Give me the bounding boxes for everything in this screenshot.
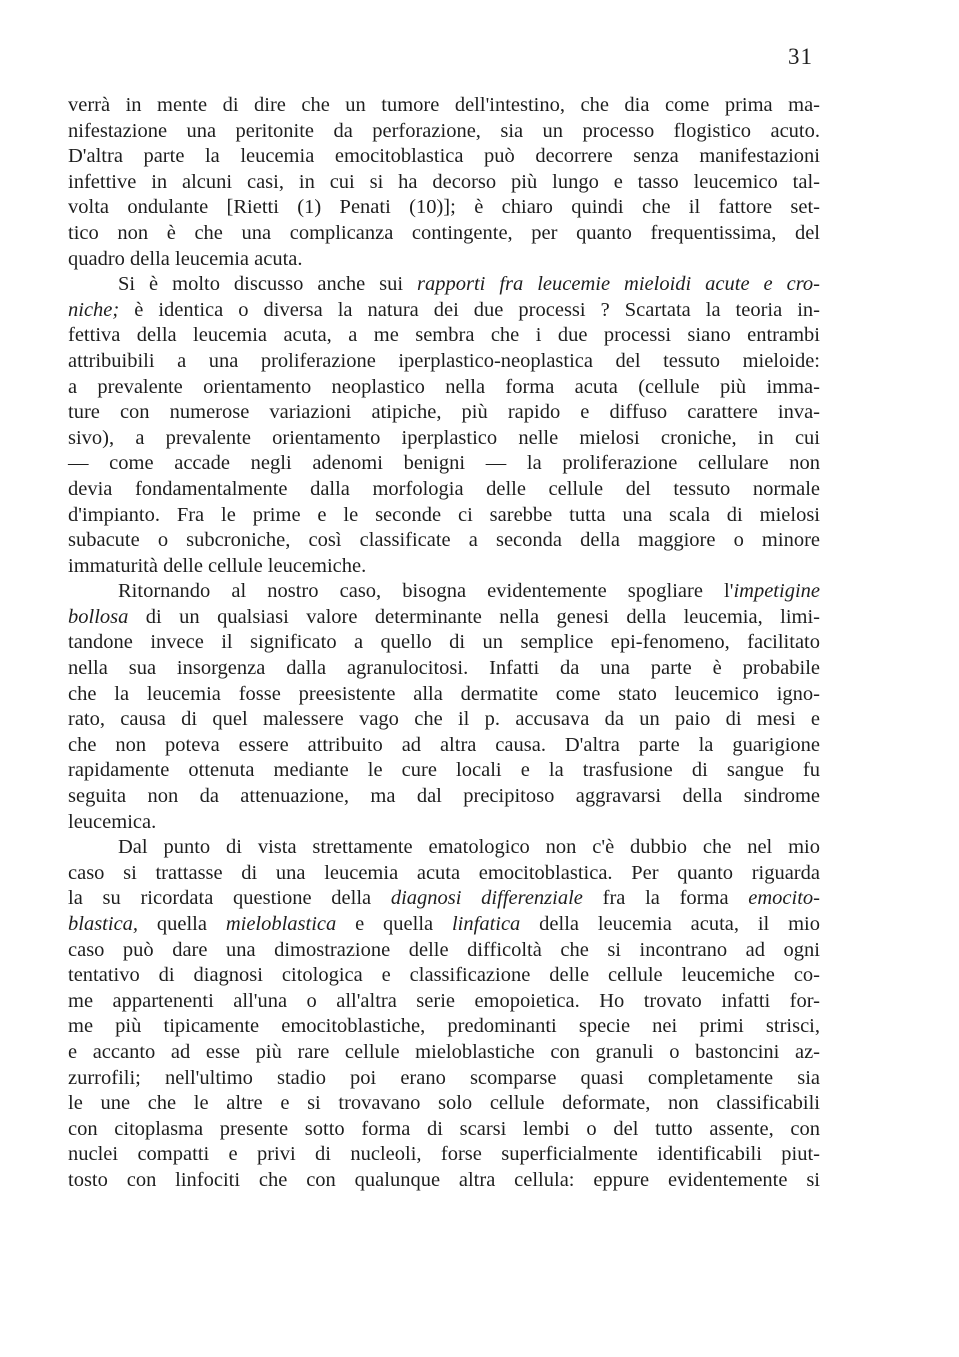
text-line (68, 579, 820, 605)
text-span: le une che le altre e si trovavano solo cellule deformate, non classificabili (68, 1092, 820, 1115)
text-span: d'impianto. Fra le prime e le seconde ci sarebbe tutta una scala di mielosi (68, 503, 820, 526)
text-span: caso si trattasse di una leucemia acuta emocitoblastica. Per quanto riguarda (68, 861, 820, 884)
text-span: la su ricordata questione della (68, 887, 391, 910)
text-span: subacute o subcroniche, così classificate a seconda della maggiore o minore (68, 529, 820, 552)
text-span: quadro della leucemia acuta. (68, 247, 303, 270)
text-line (68, 733, 820, 759)
text-span: attribuibili a una proliferazione iperplastico-neoplastica del tessuto mieloide: (68, 349, 820, 372)
text-span: tandone invece il significato a quello di un semplice epi-fenomeno, facilitato (68, 631, 820, 654)
italic-text: bollosa (68, 605, 129, 628)
text-span: me più tipicamente emocitoblastiche, predominanti specie nei primi strisci, (68, 1015, 820, 1038)
italic-text: diagnosi differenziale (390, 887, 583, 910)
text-line (68, 835, 820, 861)
text-span: — come accade negli adenomi benigni — la proliferazione cellulare non (68, 452, 820, 475)
text-span: tentativo di diagnosi citologica e classificazione delle cellule leucemiche co- (68, 964, 820, 987)
text-line (68, 630, 820, 656)
text-span: fra la forma (582, 887, 749, 910)
text-line (68, 375, 820, 401)
text-span: tico non è che una complicanza contingente, per quanto frequentissima, del (68, 221, 820, 244)
text-line (68, 1091, 820, 1117)
text-line (68, 119, 820, 145)
italic-text: linfatica (451, 913, 521, 935)
text-span: e accanto ad esse più rare cellule mieloblastiche con granuli o bastoncini az- (68, 1040, 820, 1063)
text-span: della leucemia acuta, il mio (520, 913, 820, 935)
text-line (68, 1014, 820, 1040)
text-span: nella sua insorgenza dalla agranulocitosi. Infatti da una parte è probabile (68, 657, 820, 680)
text-span: tosto con linfociti che con qualunque altra cellula: eppure evidentemente si (68, 1168, 820, 1191)
text-span: rapidamente ottenuta mediante le cure locali e la trasfusione di sangue fu (68, 759, 820, 782)
text-span: fettiva della leucemia acuta, a me sembra che i due processi siano entrambi (68, 324, 820, 347)
text-span: sivo), a prevalente orientamento iperplastico nelle mielosi croniche, in cui (68, 426, 820, 449)
text-line (68, 93, 820, 119)
text-span: che la leucemia fosse preesistente alla dermatite come stato leucemico igno- (68, 682, 820, 705)
text-span: seguita non da attenuazione, ma dal precipitoso aggravarsi della sindrome (68, 785, 820, 808)
text-line (68, 221, 820, 247)
text-span: me appartenenti all'una o all'altra serie emopoietica. Ho trovato infatti for- (68, 989, 820, 1012)
text-span: Dal punto di vista strettamente ematologico non c'è dubbio che nel mio (118, 836, 820, 859)
text-span: che non poteva essere attribuito ad altra causa. D'altra parte la guarigione (68, 733, 820, 756)
text-span: devia fondamentalmente dalla morfologia delle cellule del tessuto normale (68, 477, 820, 500)
text-line (68, 1142, 820, 1168)
text-span: leucemica. (68, 810, 157, 833)
text-line (68, 247, 820, 273)
text-span: caso può dare una dimostrazione delle difficoltà che si incontrano ad ogni (68, 938, 820, 961)
italic-text: emocito- (748, 887, 820, 910)
text-span: Ritornando al nostro caso, bisogna evidentemente spogliare l' (118, 580, 734, 603)
text-line (68, 707, 820, 733)
text-line (68, 298, 820, 324)
text-line (68, 451, 820, 477)
text-line (68, 989, 820, 1015)
text-line (68, 605, 820, 631)
text-line (68, 195, 820, 221)
text-span: nifestazione una peritonite da perforazione, sia un processo flogistico acuto. (68, 119, 820, 142)
text-line (68, 272, 820, 298)
page-number: 31 (788, 44, 813, 69)
text-span: zurrofili; nell'ultimo stadio poi erano scomparse quasi completamente sia (68, 1066, 820, 1089)
text-line (68, 656, 820, 682)
italic-text: niche; (68, 298, 120, 321)
text-line (68, 810, 820, 836)
text-line (68, 144, 820, 170)
italic-text: blastica, (68, 913, 139, 935)
text-line (68, 170, 820, 196)
text-line (68, 349, 820, 375)
italic-text: rapporti fra leucemie mieloidi acute e cro- (417, 273, 821, 296)
italic-text: impetigine (733, 580, 820, 603)
text-span: a prevalente orientamento neoplastico nella forma acuta (cellule più imma- (68, 375, 820, 398)
text-line (68, 1168, 820, 1194)
text-line (68, 963, 820, 989)
text-line (68, 323, 820, 349)
text-span: è identica o diversa la natura dei due processi ? Scartata la teoria in- (119, 298, 820, 321)
text-span: quella (138, 913, 226, 935)
text-line (68, 1066, 820, 1092)
text-span: ture con numerose variazioni atipiche, più rapido e diffuso carattere inva- (68, 401, 820, 424)
body-text (68, 93, 820, 1194)
text-span: e quella (336, 913, 452, 935)
text-line (68, 400, 820, 426)
text-span: rato, causa di quel malessere vago che il p. accusava da un paio di mesi e (68, 708, 820, 731)
text-line (68, 503, 820, 529)
text-span: con citoplasma presente sotto forma di scarsi lembi o del tutto assente, con (68, 1117, 820, 1140)
text-span: nuclei compatti e privi di nucleoli, forse superficialmente identificabili piut- (68, 1143, 820, 1166)
text-line (68, 477, 820, 503)
text-span: di un qualsiasi valore determinante nella genesi della leucemia, limi- (128, 605, 820, 628)
text-line (68, 1117, 820, 1143)
text-line (68, 938, 820, 964)
text-span: volta ondulante [Rietti (1) Penati (10)]; è chiaro quindi che il fattore set- (68, 196, 820, 219)
text-span: verrà in mente di dire che un tumore dell'intestino, che dia come prima ma- (68, 94, 820, 116)
text-line (68, 682, 820, 708)
text-span: infettive in alcuni casi, in cui si ha decorso più lungo e tasso leucemico tal- (68, 170, 820, 193)
italic-text: mieloblastica (225, 913, 337, 935)
text-line (68, 758, 820, 784)
text-span: D'altra parte la leucemia emocitoblastica può decorrere senza manifestazioni (68, 145, 820, 168)
text-line (68, 426, 820, 452)
text-line (68, 528, 820, 554)
text-span: Si è molto discusso anche sui (118, 273, 418, 296)
text-line (68, 886, 820, 912)
text-line (68, 861, 820, 887)
text-line (68, 554, 820, 580)
text-line (68, 1040, 820, 1066)
text-line (68, 784, 820, 810)
text-line (68, 912, 820, 938)
text-span: immaturità delle cellule leucemiche. (68, 554, 367, 577)
